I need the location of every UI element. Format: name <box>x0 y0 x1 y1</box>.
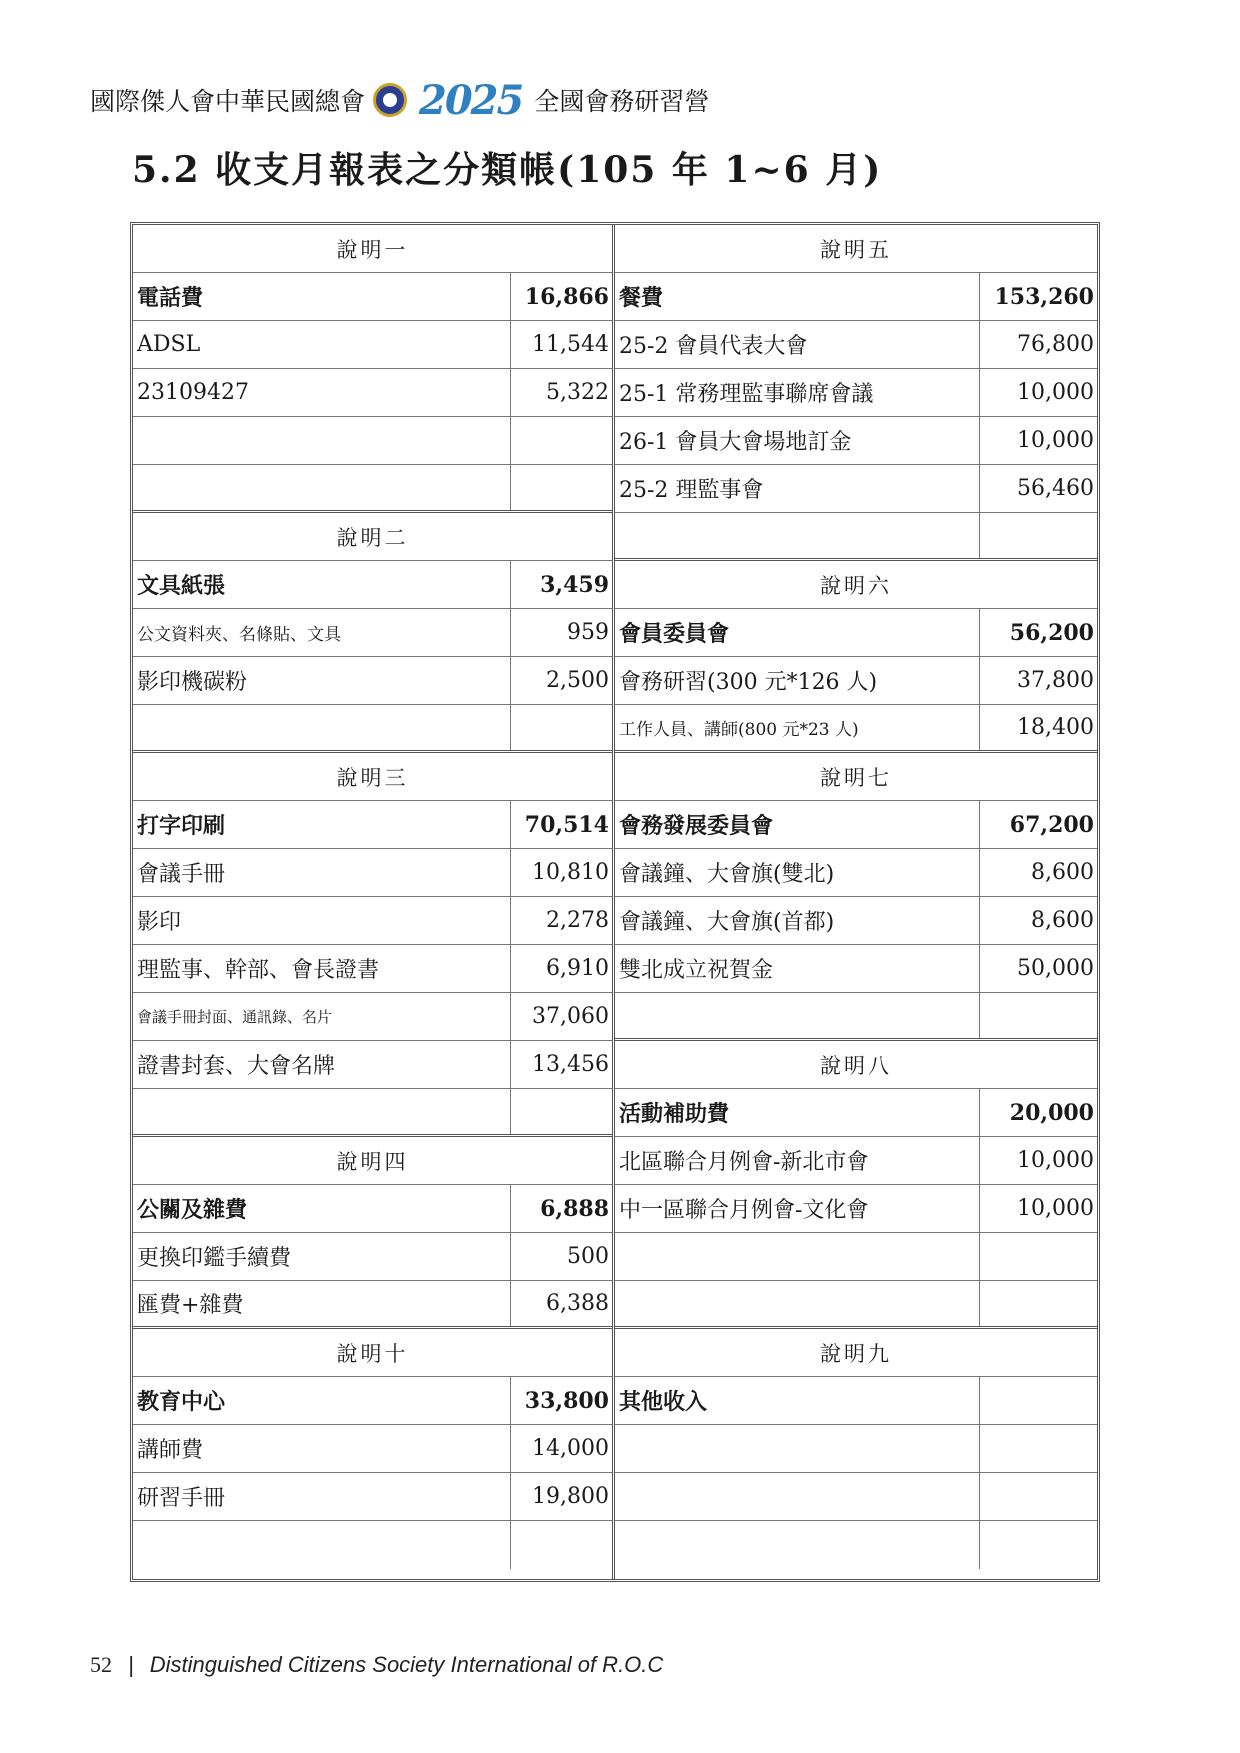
org-name: 國際傑人會中華民國總會 <box>90 87 366 116</box>
section-total-row: 其他收入 <box>615 1377 1097 1425</box>
table-row: 26-1 會員大會場地訂金 10,000 <box>615 417 1097 465</box>
page-number: 52 <box>90 1652 112 1677</box>
table-row: 雙北成立祝賀金 50,000 <box>615 945 1097 993</box>
section-total-row: 公關及雜費 6,888 <box>133 1185 612 1233</box>
ledger-right-column <box>615 225 1097 1579</box>
section-total-row: 教育中心 33,800 <box>133 1377 612 1425</box>
table-row: 匯費+雜費 6,388 <box>133 1281 612 1329</box>
event-name: 全國會務研習營 <box>534 87 710 116</box>
table-row: 25-1 常務理監事聯席會議 10,000 <box>615 369 1097 417</box>
table-row: 證書封套、大會名牌 13,456 <box>133 1041 612 1089</box>
empty-row <box>615 1521 1097 1569</box>
table-row: 會議手冊 10,810 <box>133 849 612 897</box>
page-footer <box>90 1652 663 1678</box>
table-row: 更換印鑑手續費 500 <box>133 1233 612 1281</box>
ledger-table <box>130 222 1100 1582</box>
section-heading: 說明三 <box>133 753 612 801</box>
table-row: 25-2 理監事會 56,460 <box>615 465 1097 513</box>
section-heading: 說明七 <box>615 753 1097 801</box>
page-header <box>90 70 990 130</box>
section-heading: 說明一 <box>133 225 612 273</box>
table-row: 工作人員、講師(800 元*23 人) 18,400 <box>615 705 1097 753</box>
section-heading: 說明二 <box>133 513 612 561</box>
empty-row <box>615 1473 1097 1521</box>
table-row: 理監事、幹部、會長證書 6,910 <box>133 945 612 993</box>
empty-row <box>615 1233 1097 1281</box>
table-row: ADSL 11,544 <box>133 321 612 369</box>
table-row: 會議鐘、大會旗(雙北) 8,600 <box>615 849 1097 897</box>
section-total-row: 活動補助費 20,000 <box>615 1089 1097 1137</box>
empty-row <box>615 1425 1097 1473</box>
table-row: 研習手冊 19,800 <box>133 1473 612 1521</box>
table-row: 會議鐘、大會旗(首都) 8,600 <box>615 897 1097 945</box>
table-row: 講師費 14,000 <box>133 1425 612 1473</box>
table-row: 中一區聯合月例會-文化會 10,000 <box>615 1185 1097 1233</box>
section-total-row: 會務發展委員會 67,200 <box>615 801 1097 849</box>
table-row: 會務研習(300 元*126 人) 37,800 <box>615 657 1097 705</box>
emblem-icon <box>373 83 407 117</box>
table-row: 北區聯合月例會-新北市會 10,000 <box>615 1137 1097 1185</box>
table-row: 影印 2,278 <box>133 897 612 945</box>
section-heading: 說明四 <box>133 1137 612 1185</box>
section-heading: 說明九 <box>615 1329 1097 1377</box>
empty-row <box>615 993 1097 1041</box>
section-heading: 說明六 <box>615 561 1097 609</box>
footer-org-name: Distinguished Citizens Society International of R.O.C <box>149 1652 664 1677</box>
empty-row <box>615 513 1097 561</box>
table-row: 影印機碳粉 2,500 <box>133 657 612 705</box>
page-title: 5.2 收支月報表之分類帳(105 年 1~6 月) <box>132 149 883 191</box>
year-logo: 2025 <box>419 76 523 124</box>
table-row: 會議手冊封面、通訊錄、名片 37,060 <box>133 993 612 1041</box>
table-row: 23109427 5,322 <box>133 369 612 417</box>
footer-separator: | <box>128 1652 134 1677</box>
table-row: 公文資料夾、名條貼、文具 959 <box>133 609 612 657</box>
empty-row <box>133 465 612 513</box>
section-total-row: 餐費 153,260 <box>615 273 1097 321</box>
table-row: 25-2 會員代表大會 76,800 <box>615 321 1097 369</box>
empty-row <box>133 705 612 753</box>
section-total-row: 文具紙張 3,459 <box>133 561 612 609</box>
section-total-row: 電話費 16,866 <box>133 273 612 321</box>
section-heading: 說明五 <box>615 225 1097 273</box>
ledger-left-column <box>133 225 615 1579</box>
section-total-row: 打字印刷 70,514 <box>133 801 612 849</box>
section-heading: 說明八 <box>615 1041 1097 1089</box>
empty-row <box>133 417 612 465</box>
empty-row <box>133 1521 612 1569</box>
empty-row <box>133 1089 612 1137</box>
section-total-row: 會員委員會 56,200 <box>615 609 1097 657</box>
section-heading: 說明十 <box>133 1329 612 1377</box>
empty-row <box>615 1281 1097 1329</box>
